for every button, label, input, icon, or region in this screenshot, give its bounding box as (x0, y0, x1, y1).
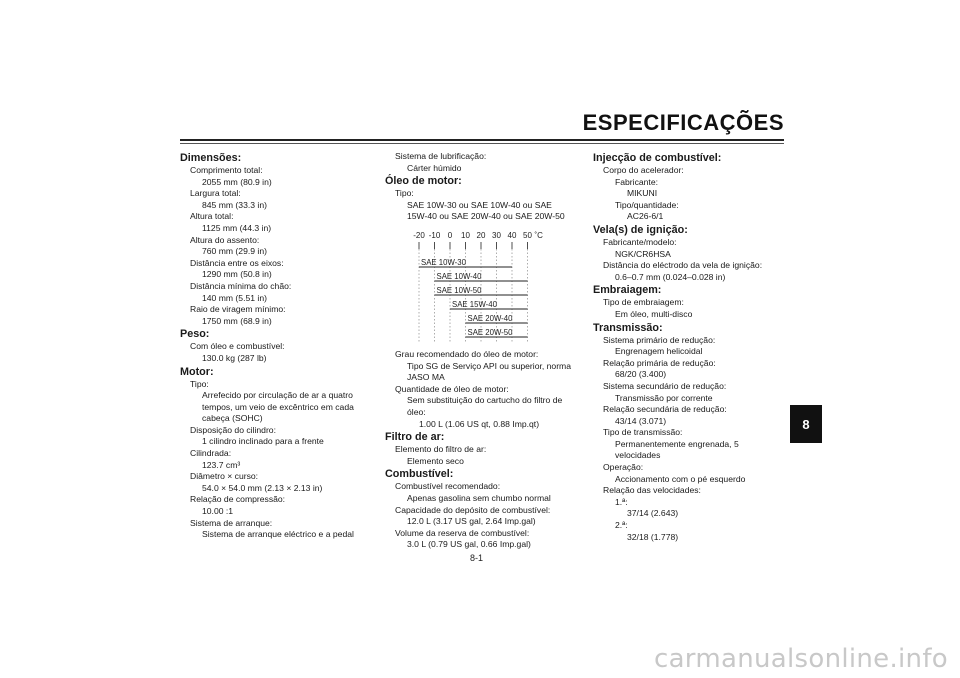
spec-line: Distância mínima do chão: (190, 280, 292, 291)
spec-line: Raio de viragem mínimo: (190, 304, 286, 315)
spec-line: Sem substituição do cartucho do filtro de (407, 395, 563, 406)
spec-line: Engrenagem helicoidal (615, 346, 703, 357)
tick-label: 10 (461, 230, 470, 240)
spec-line: 43/14 (3.071) (615, 415, 667, 426)
column-2-top (385, 151, 585, 223)
spec-line: Cárter húmido (407, 162, 462, 173)
spec-line: Elemento seco (407, 455, 464, 466)
chapter-tab[interactable]: 8 (790, 405, 822, 443)
spec-line: MIKUNI (627, 188, 658, 199)
spec-line: 12.0 L (3.17 US gal, 2.64 Imp.gal) (407, 516, 536, 527)
spec-line: Relação de compressão: (190, 494, 286, 505)
spec-line: Tipo: (190, 378, 209, 389)
watermark: carmanualsonline.info (653, 644, 948, 674)
spec-line: Quantidade de óleo de motor: (395, 383, 509, 394)
spec-line: 15W-40 ou SAE 20W-40 ou SAE 20W-50 (407, 211, 565, 222)
spec-line: 130.0 kg (287 lb) (202, 352, 267, 363)
oil-viscosity-chart (407, 227, 557, 345)
spec-line: Em óleo, multi-disco (615, 308, 693, 319)
spec-line: Sistema de arranque eléctrico e a pedal (202, 529, 354, 540)
spec-line: Sistema de arranque: (190, 517, 273, 528)
spec-line: Apenas gasolina sem chumbo normal (407, 492, 551, 503)
section-heading: Peso: (180, 328, 210, 341)
spec-line: Elemento do filtro de ar: (395, 444, 487, 455)
spec-line: cabeça (SOHC) (202, 413, 263, 424)
spec-line: 2.ª: (615, 520, 628, 531)
spec-line: Fabricante: (615, 176, 658, 187)
spec-line: 845 mm (33.3 in) (202, 199, 267, 210)
spec-line: 1750 mm (68.9 in) (202, 315, 272, 326)
header-rule (180, 139, 784, 141)
spec-line: Relação secundária de redução: (603, 404, 727, 415)
page-title: ESPECIFICAÇÕES (582, 110, 784, 135)
tick-label: 30 (492, 230, 501, 240)
range-label: SAE 20W-40 (467, 313, 513, 323)
spec-line: 1125 mm (44.3 in) (202, 222, 272, 233)
section-heading: Dimensões: (180, 152, 242, 164)
spec-line: Sistema secundário de redução: (603, 380, 727, 391)
spec-line: 37/14 (2.643) (627, 508, 679, 519)
spec-line: Diâmetro × curso: (190, 471, 259, 482)
header-rule-thin (180, 143, 784, 144)
spec-line: SAE 10W-30 ou SAE 10W-40 ou SAE (407, 199, 552, 210)
spec-line: Operação: (603, 462, 644, 473)
spec-line: Distância do eléctrodo da vela de ignição: (603, 260, 763, 271)
spec-line: Altura total: (190, 211, 234, 222)
spec-line: 123.7 cm³ (202, 459, 241, 470)
spec-line: 760 mm (29.9 in) (202, 246, 267, 257)
spec-line: 1290 mm (50.8 in) (202, 269, 272, 280)
spec-line: Sistema primário de redução: (603, 334, 716, 345)
spec-line: Distância entre os eixos: (190, 257, 284, 268)
spec-line: velocidades (615, 450, 661, 461)
spec-line: Tipo SG de Serviço API ou superior, norma (407, 360, 571, 371)
range-label: SAE 10W-30 (421, 257, 466, 267)
spec-line: 140 mm (5.51 in) (202, 292, 267, 303)
spec-line: Relação primária de redução: (603, 357, 716, 368)
spec-line: 1.ª: (615, 496, 628, 507)
section-heading: Óleo de motor: (385, 175, 462, 188)
spec-line: 1 cilindro inclinado para a frente (202, 436, 324, 447)
spec-line: Tipo: (395, 188, 414, 199)
tick-label: -10 (428, 230, 441, 240)
spec-line: 32/18 (1.778) (627, 531, 679, 542)
spec-line: 1.00 L (1.06 US qt, 0.88 Imp.qt) (419, 418, 540, 429)
section-heading: Combustível: (385, 468, 454, 481)
range-label: SAE 10W-40 (436, 271, 482, 281)
column-1 (180, 151, 370, 541)
column-2 (385, 151, 585, 551)
spec-line: Corpo do acelerador: (603, 165, 684, 175)
section-heading: Transmissão: (593, 321, 663, 334)
tick-label: 50 (523, 230, 532, 240)
spec-line: Volume da reserva de combustível: (395, 527, 530, 538)
unit-label: ˚C (534, 230, 543, 240)
section-heading: Injecção de combustível: (593, 152, 722, 164)
range-label: SAE 10W-50 (436, 285, 482, 295)
spec-line: Com óleo e combustível: (190, 341, 285, 352)
section-heading: Motor: (180, 365, 214, 378)
column-3 (593, 151, 783, 543)
spec-line: Fabricante/modelo: (603, 236, 677, 247)
spec-line: Relação das velocidades: (603, 485, 701, 496)
spec-line: Grau recomendado do óleo de motor: (395, 348, 539, 359)
spec-line: Permanentemente engrenada, 5 (615, 438, 739, 449)
spec-line: 54.0 × 54.0 mm (2.13 × 2.13 in) (202, 482, 323, 493)
spec-line: AC26-6/1 (627, 211, 664, 222)
spec-line: 68/20 (3.400) (615, 369, 667, 380)
section-heading: Embraiagem: (593, 284, 662, 297)
spec-line: tempos, um veio de excêntrico em cada (202, 401, 354, 412)
tick-label: 0 (447, 230, 453, 240)
spec-line: Disposição do cilindro: (190, 424, 276, 435)
section-heading: Vela(s) de ignição: (593, 223, 688, 236)
section-heading: Filtro de ar: (385, 431, 445, 444)
spec-line: NGK/CR6HSA (615, 248, 671, 259)
range-label: SAE 20W-50 (467, 327, 513, 337)
spec-line: 0.6–0.7 mm (0.024–0.028 in) (615, 271, 726, 282)
spec-line: Sistema de lubrificação: (395, 151, 487, 161)
page-number: 8-1 (470, 553, 484, 563)
spec-line: Accionamento com o pé esquerdo (615, 473, 746, 484)
spec-line: Arrefecido por circulação de ar a quatro (202, 390, 353, 401)
spec-line: Comprimento total: (190, 165, 263, 175)
tick-label: -20 (413, 230, 425, 240)
spec-line: Cilindrada: (190, 448, 232, 459)
spec-line: Largura total: (190, 188, 241, 199)
spec-line: Tipo/quantidade: (615, 199, 679, 210)
spec-line: 3.0 L (0.79 US gal, 0.66 Imp.gal) (407, 539, 531, 550)
column-2-bottom (385, 349, 585, 551)
spec-line: Transmissão por corrente (615, 392, 713, 403)
spec-line: Tipo de embraiagem: (603, 297, 684, 308)
tick-label: 40 (507, 230, 517, 240)
tick-label: 20 (476, 230, 486, 240)
spec-line: Combustível recomendado: (395, 481, 501, 492)
spec-line: 10.00 :1 (202, 506, 234, 517)
spec-line: Altura do assento: (190, 234, 260, 245)
spec-line: óleo: (407, 406, 426, 417)
spec-line: JASO MA (407, 372, 445, 383)
range-label: SAE 15W-40 (452, 299, 497, 309)
spec-line: 2055 mm (80.9 in) (202, 176, 272, 187)
spec-line: Capacidade do depósito de combustível: (395, 504, 551, 515)
spec-line: Tipo de transmissão: (603, 427, 683, 438)
